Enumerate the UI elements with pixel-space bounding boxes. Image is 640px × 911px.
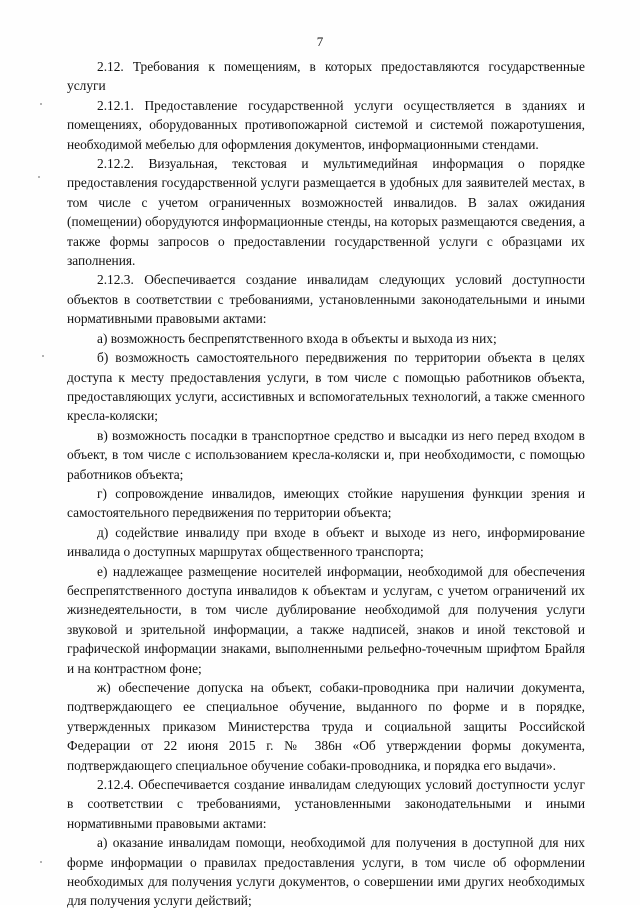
section-heading-2-12: 2.12. Требования к помещениям, в которых предоставляются государственные услуги [67, 59, 585, 94]
paragraph-2-12-3: 2.12.3. Обеспечивается создание инвалидам следующих условий доступности объектов в соответствии с требованиями, установленными законодательными и иными нормативными правовыми актами: [67, 272, 585, 327]
list-item-a-2: а) оказание инвалидам помощи, необходимой для получения в доступной для них форме информации о правилах предоставления услуги, в том числе об оформлении необходимых для получения услуги документов, о совершении ими других необходимых для получения услуги действий; [67, 835, 585, 909]
scan-speck [40, 861, 42, 863]
list-item-b: б) возможность самостоятельного передвижения по территории объекта в целях доступа к месту предоставления услуги, в том числе с помощью работников объекта, предоставляющих услуги, ассистивных и вспомогательных технологий, а также сменного кресла-коляски; [67, 350, 585, 424]
paragraph-2-12-1: 2.12.1. Предоставление государственной услуги осуществляется в зданиях и помещениях, оборудованных противопожарной системой и системой пожаротушения, необходимой мебелью для оформления документов, информационными стендами. [67, 97, 585, 152]
scan-speck [42, 355, 44, 357]
scan-speck [40, 103, 42, 105]
list-item-d: д) содействие инвалиду при входе в объект и выходе из него, информирование инвалида о доступных маршрутах общественного транспорта; [67, 524, 585, 560]
list-item-a: а) возможность беспрепятственного входа в объекты и выхода из них; [97, 330, 497, 346]
list-item-v: в) возможность посадки в транспортное средство и высадки из него перед входом в объект, в том числе с использованием кресла-коляски и, при необходимости, с помощью работников объекта; [67, 427, 585, 482]
list-item-e: е) надлежащее размещение носителей информации, необходимой для обеспечения беспрепятственного доступа инвалидов к объектам и услугам, с учетом ограничений их жизнедеятельности, в том числе дублирование необходимой для получения услуги звуковой и зрительной информации, а также надписей, знаков и иной текстовой и графической информации знаками, выполненными рельефно-точечным шрифтом Брайля и на контрастном фоне; [67, 563, 585, 676]
paragraph-2-12-4: 2.12.4. Обеспечивается создание инвалидам следующих условий доступности услуг в соответствии с требованиями, установленными законодательными и иными нормативными правовыми актами: [67, 777, 585, 831]
list-item-zh: ж) обеспечение допуска на объект, собаки-проводника при наличии документа, подтверждающего ее специальное обучение, выданного по форме и в порядке, утвержденных приказом Министерства труда и социальной защиты Российской Федерации от 22 июня 2015 г. № 386н «Об утверждении формы документа, подтверждающего специальное обучение собаки-проводника, и порядка его выдачи». [67, 680, 585, 773]
document-body [67, 57, 585, 911]
paragraph-2-12-2: 2.12.2. Визуальная, текстовая и мультимедийная информация о порядке предоставления государственной услуги размещается в удобных для заявителей местах, в том числе с учетом ограниченных возможностей инвалидов. В залах ожидания (помещении) оборудуются информационные стенды, на которых размещаются сведения, а также формы запросов о предоставлении государственной услуги с образцами их заполнения. [67, 156, 585, 269]
list-item-g: г) сопровождение инвалидов, имеющих стойкие нарушения функции зрения и самостоятельного передвижения по территории объекта; [67, 485, 585, 521]
scan-speck [38, 176, 40, 178]
page-number: 7 [316, 34, 324, 49]
